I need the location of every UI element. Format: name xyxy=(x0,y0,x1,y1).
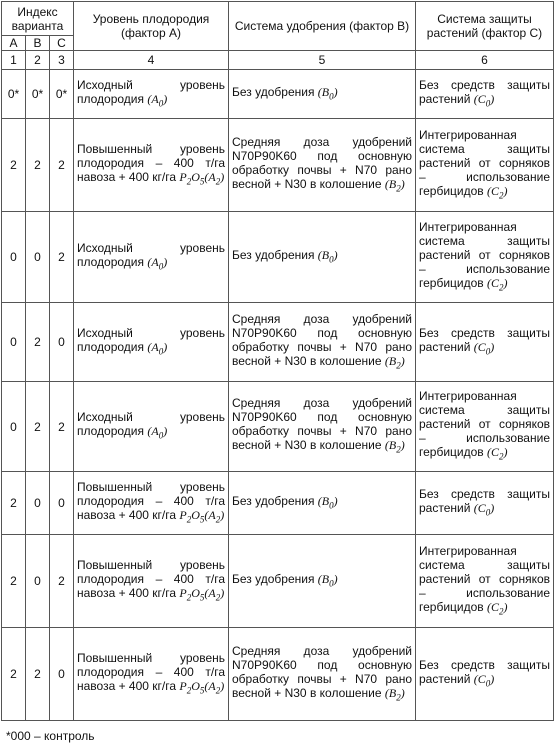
fertilizer-symbol-letter: (B xyxy=(384,685,397,700)
fertilizer-system-text: Средняя доза удобрений N70P90K60 под основную обработку почвы + N70 рано весной + N30 в колошение xyxy=(232,396,412,453)
plant-protection-cell xyxy=(416,212,554,303)
fertility-symbol xyxy=(179,678,192,696)
fertilizer-system-cell xyxy=(229,212,416,303)
fertilizer-symbol-letter: (B xyxy=(317,571,330,586)
fertilizer-symbol-index: 0 xyxy=(329,91,334,102)
fertilizer-system-cell xyxy=(229,119,416,212)
fertilizer-system-cell xyxy=(229,382,416,472)
index-a-cell: 0 xyxy=(2,303,26,382)
fertilizer-symbol-close: ) xyxy=(400,438,405,453)
index-c-cell: 2 xyxy=(50,212,74,303)
fertility-level-text: Повышенный уровень плодородия – 400 т/га навоза + 400 кг/га xyxy=(77,650,225,693)
fertility-symbol-letter: O xyxy=(191,169,200,184)
fertilizer-system-cell xyxy=(229,70,416,119)
fertilizer-symbol-letter: (B xyxy=(317,247,330,262)
protection-symbol xyxy=(487,183,504,201)
fertility-symbol-close: ) xyxy=(163,339,168,354)
fertilizer-symbol xyxy=(317,84,334,102)
fertility-symbol-letter: P xyxy=(179,678,187,693)
index-letter-c: C xyxy=(50,36,74,51)
fertilizer-symbol xyxy=(384,176,401,194)
fertilizer-symbol-index: 0 xyxy=(329,254,334,265)
fertility-symbol-index: 5 xyxy=(199,685,205,696)
fertility-symbol-letter: (A xyxy=(147,91,159,106)
fertility-symbol-index: 2 xyxy=(215,685,221,696)
fertility-symbol-index: 0 xyxy=(158,346,164,357)
index-b-cell: 2 xyxy=(26,303,50,382)
fertility-level-text: Исходный уровень плодородия xyxy=(77,77,225,106)
fertilizer-symbol-letter: (B xyxy=(384,438,397,453)
fertilizer-system-text: Без удобрения xyxy=(232,571,315,586)
index-c-cell: 0* xyxy=(50,70,74,119)
index-c-cell: 2 xyxy=(50,382,74,472)
fertility-symbol xyxy=(147,339,164,357)
protection-symbol-close: ) xyxy=(503,599,508,614)
fertility-symbol-index: 2 xyxy=(215,176,221,187)
fertilizer-system-text: Средняя доза удобрений N70P90K60 под основную обработку почвы + N70 рано весной + N30 в колошение xyxy=(232,134,412,191)
protection-symbol-index: 0 xyxy=(485,678,491,689)
protection-symbol-letter: (C xyxy=(487,445,500,460)
fertilizer-symbol-letter: (B xyxy=(384,353,397,368)
fertilizer-symbol-close: ) xyxy=(400,176,405,191)
fertility-symbol-letter: (A xyxy=(147,339,159,354)
fertility-symbol-index: 2 xyxy=(215,592,221,603)
protection-symbol-index: 2 xyxy=(499,282,504,293)
fertility-level-cell xyxy=(74,303,229,382)
fertility-level-cell xyxy=(74,535,229,628)
fertilizer-system-text: Без удобрения xyxy=(232,247,315,262)
protection-symbol-letter: (C xyxy=(487,275,500,290)
protection-symbol-close: ) xyxy=(490,91,495,106)
fertility-symbol xyxy=(191,678,205,696)
fertility-symbol-letter: (A xyxy=(204,169,216,184)
fertilizer-system-text: Средняя доза удобрений N70P90K60 под основную обработку почвы + N70 рано весной + N30 в колошение xyxy=(232,643,412,700)
plant-protection-cell xyxy=(416,472,554,535)
fertility-symbol-close: ) xyxy=(163,91,168,106)
footnote: *000 – контроль xyxy=(6,729,95,743)
protection-symbol-index: 0 xyxy=(485,507,491,518)
fertilizer-symbol xyxy=(384,438,401,455)
fertility-symbol-letter: (A xyxy=(204,585,216,600)
plant-protection-text: Интегрированная система защиты растений от сорняков – использование гербицидов xyxy=(419,219,550,290)
fertilizer-system-cell xyxy=(229,535,416,628)
fertility-level-cell xyxy=(74,70,229,119)
index-variant-header: Индекс варианта xyxy=(2,2,74,36)
plant-protection-text: Интегрированная система защиты растений от сорняков – использование гербицидов xyxy=(419,389,550,460)
fertility-symbol-index: 2 xyxy=(186,176,192,187)
fertility-symbol xyxy=(179,169,192,187)
experiment-variants-table xyxy=(1,1,554,721)
fertilizer-symbol-index: 0 xyxy=(329,578,334,589)
fertilizer-symbol-letter: (B xyxy=(317,493,330,508)
fertilizer-symbol xyxy=(384,685,401,703)
table-row xyxy=(2,303,554,382)
index-c-cell: 2 xyxy=(50,119,74,212)
index-letter-a: A xyxy=(2,36,26,51)
fertility-symbol-close: ) xyxy=(220,585,225,600)
fertilizer-symbol-close: ) xyxy=(333,247,338,262)
fertility-symbol-close: ) xyxy=(220,169,225,184)
fertility-symbol-letter: O xyxy=(191,678,200,693)
plant-protection-text: Интегрированная система защиты растений от сорняков – использование гербицидов xyxy=(419,543,550,614)
index-b-cell: 0 xyxy=(26,472,50,535)
fertility-symbol xyxy=(147,254,164,272)
fertilizer-symbol-letter: (B xyxy=(384,176,397,191)
fertility-level-cell xyxy=(74,472,229,535)
index-c-cell: 0 xyxy=(50,472,74,535)
table-row xyxy=(2,212,554,303)
fertility-level-text: Исходный уровень плодородия xyxy=(77,240,225,269)
protection-symbol xyxy=(473,500,491,518)
fertility-symbol-letter: P xyxy=(179,585,187,600)
col-number: 4 xyxy=(74,51,229,70)
fertility-symbol xyxy=(191,585,205,603)
fertilizer-symbol-close: ) xyxy=(333,571,338,586)
index-a-cell: 2 xyxy=(2,535,26,628)
plant-protection-cell xyxy=(416,119,554,212)
fertilizer-symbol-index: 2 xyxy=(396,360,401,371)
protection-symbol-index: 2 xyxy=(499,606,504,617)
protection-symbol-close: ) xyxy=(503,445,508,460)
col-number: 6 xyxy=(416,51,554,70)
fertility-symbol xyxy=(147,424,164,441)
index-a-cell: 2 xyxy=(2,472,26,535)
protection-symbol-index: 2 xyxy=(499,451,504,462)
plant-protection-text: Без средств защиты растений xyxy=(419,325,550,354)
fertility-symbol xyxy=(191,169,205,187)
fertility-symbol-close: ) xyxy=(220,507,225,522)
fertilizer-system-cell xyxy=(229,303,416,382)
fertility-symbol xyxy=(147,91,164,109)
index-letter-b: B xyxy=(26,36,50,51)
col-number: 2 xyxy=(26,51,50,70)
fertility-symbol-letter: P xyxy=(179,169,187,184)
table-row xyxy=(2,628,554,721)
fertilizer-system-text: Без удобрения xyxy=(232,493,315,508)
fertility-symbol-letter: P xyxy=(179,507,187,522)
fertilizer-symbol xyxy=(384,353,401,371)
fertility-symbol-letter: O xyxy=(191,585,200,600)
index-a-cell: 0 xyxy=(2,212,26,303)
fertilizer-symbol xyxy=(317,493,334,511)
fertility-symbol-index: 2 xyxy=(186,685,192,696)
index-a-cell: 2 xyxy=(2,119,26,212)
protection-symbol xyxy=(487,599,504,617)
col-number: 1 xyxy=(2,51,26,70)
fertility-symbol xyxy=(204,507,221,525)
fertilizer-symbol-index: 2 xyxy=(396,692,401,703)
fertility-symbol-letter: O xyxy=(191,507,200,522)
fertilizer-symbol-index: 2 xyxy=(396,183,401,194)
fertility-level-cell xyxy=(74,119,229,212)
fertility-symbol-index: 2 xyxy=(186,592,192,603)
fertilizer-symbol-letter: (B xyxy=(317,84,330,99)
plant-protection-cell xyxy=(416,628,554,721)
fertility-level-text: Повышенный уровень плодородия – 400 т/га навоза + 400 кг/га xyxy=(77,479,225,522)
fertilizer-symbol-close: ) xyxy=(400,353,405,368)
protection-symbol-index: 2 xyxy=(499,190,504,201)
index-b-cell: 2 xyxy=(26,382,50,472)
index-b-cell: 2 xyxy=(26,628,50,721)
fertility-symbol-letter: (A xyxy=(204,678,216,693)
protection-symbol-close: ) xyxy=(503,275,508,290)
fertilizer-symbol-close: ) xyxy=(333,84,338,99)
table-row xyxy=(2,382,554,472)
fertility-symbol-close: ) xyxy=(163,424,168,439)
fertility-level-text: Повышенный уровень плодородия – 400 т/га навоза + 400 кг/га xyxy=(77,557,225,600)
fertility-symbol-index: 5 xyxy=(199,514,205,525)
protection-symbol-letter: (C xyxy=(487,599,500,614)
index-b-cell: 0* xyxy=(26,70,50,119)
protection-symbol-close: ) xyxy=(503,183,508,198)
plant-protection-header: Система защиты растений (фактор С) xyxy=(416,2,554,51)
fertility-symbol-index: 0 xyxy=(158,430,164,441)
protection-symbol xyxy=(487,275,504,293)
table-row xyxy=(2,119,554,212)
fertility-symbol-index: 2 xyxy=(186,514,192,525)
fertility-symbol-letter: (A xyxy=(204,507,216,522)
protection-symbol-letter: (C xyxy=(473,339,486,354)
fertility-symbol xyxy=(179,507,192,525)
plant-protection-text: Без средств защиты растений xyxy=(419,77,550,106)
fertility-symbol xyxy=(191,507,205,525)
fertility-symbol xyxy=(179,585,192,603)
protection-symbol-index: 0 xyxy=(485,346,491,357)
fertilizer-symbol-close: ) xyxy=(333,493,338,508)
protection-symbol-letter: (C xyxy=(473,500,486,515)
index-a-cell: 2 xyxy=(2,628,26,721)
fertilizer-symbol-index: 0 xyxy=(329,500,334,511)
fertility-symbol-index: 0 xyxy=(158,98,164,109)
fertilizer-symbol xyxy=(317,247,334,265)
protection-symbol-letter: (C xyxy=(487,183,500,198)
protection-symbol-letter: (C xyxy=(473,671,486,686)
protection-symbol-close: ) xyxy=(490,339,495,354)
fertilizer-system-cell xyxy=(229,628,416,721)
fertility-symbol xyxy=(204,585,221,603)
fertility-level-header: Уровень плодородия (фактор А) xyxy=(74,2,229,51)
col-number: 3 xyxy=(50,51,74,70)
column-number-row xyxy=(2,51,554,70)
protection-symbol-index: 0 xyxy=(485,98,491,109)
fertilizer-system-header: Система удобрения (фактор В) xyxy=(229,2,416,51)
fertility-level-cell xyxy=(74,382,229,472)
fertility-level-cell xyxy=(74,212,229,303)
fertilizer-system-cell xyxy=(229,472,416,535)
index-a-cell: 0 xyxy=(2,382,26,472)
fertilizer-system-text: Без удобрения xyxy=(232,84,315,99)
index-b-cell: 0 xyxy=(26,212,50,303)
fertility-symbol-index: 5 xyxy=(199,176,205,187)
plant-protection-cell xyxy=(416,535,554,628)
protection-symbol xyxy=(473,339,491,357)
protection-symbol xyxy=(473,91,491,109)
plant-protection-cell xyxy=(416,303,554,382)
fertilizer-system-text: Средняя доза удобрений N70P90K60 под основную обработку почвы + N70 рано весной + N30 в колошение xyxy=(232,311,412,368)
fertility-symbol xyxy=(204,678,221,696)
fertility-symbol-index: 0 xyxy=(158,261,164,272)
protection-symbol xyxy=(473,671,491,689)
plant-protection-text: Интегрированная система защиты растений от сорняков – использование гербицидов xyxy=(419,127,550,198)
col-number: 5 xyxy=(229,51,416,70)
protection-symbol-close: ) xyxy=(490,671,495,686)
index-a-cell: 0* xyxy=(2,70,26,119)
protection-symbol-close: ) xyxy=(490,500,495,515)
fertility-level-cell xyxy=(74,628,229,721)
fertility-symbol-close: ) xyxy=(163,254,168,269)
plant-protection-text: Без средств защиты растений xyxy=(419,657,550,686)
protection-symbol xyxy=(487,445,504,462)
fertility-level-text: Исходный уровень плодородия xyxy=(77,325,225,354)
fertilizer-symbol xyxy=(317,571,334,589)
index-c-cell: 0 xyxy=(50,303,74,382)
plant-protection-text: Без средств защиты растений xyxy=(419,486,550,515)
table-row xyxy=(2,535,554,628)
header-row-top xyxy=(2,2,554,36)
plant-protection-cell xyxy=(416,70,554,119)
fertility-level-text: Исходный уровень плодородия xyxy=(77,410,225,439)
fertility-level-text: Повышенный уровень плодородия – 400 т/га навоза + 400 кг/га xyxy=(77,141,225,184)
table-row xyxy=(2,70,554,119)
fertility-symbol-index: 5 xyxy=(199,592,205,603)
fertility-symbol-letter: (A xyxy=(147,424,159,439)
fertility-symbol-letter: (A xyxy=(147,254,159,269)
fertilizer-symbol-close: ) xyxy=(400,685,405,700)
index-b-cell: 2 xyxy=(26,119,50,212)
fertility-symbol-close: ) xyxy=(220,678,225,693)
index-c-cell: 2 xyxy=(50,535,74,628)
protection-symbol-letter: (C xyxy=(473,91,486,106)
table-row xyxy=(2,472,554,535)
plant-protection-cell xyxy=(416,382,554,472)
fertility-symbol xyxy=(204,169,221,187)
index-c-cell: 0 xyxy=(50,628,74,721)
fertilizer-symbol-index: 2 xyxy=(396,444,401,455)
index-b-cell: 0 xyxy=(26,535,50,628)
fertility-symbol-index: 2 xyxy=(215,514,221,525)
